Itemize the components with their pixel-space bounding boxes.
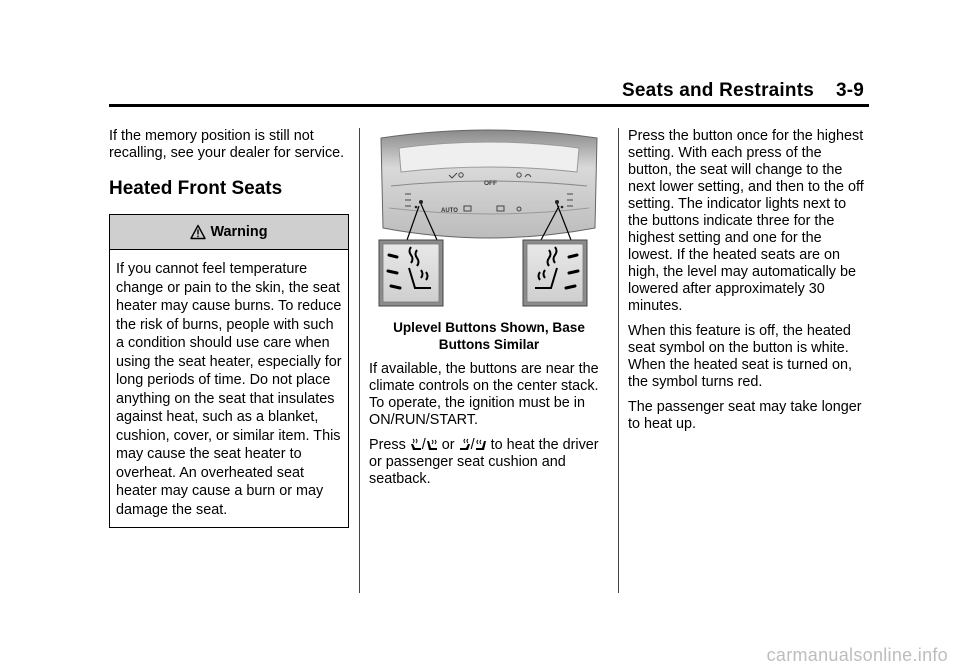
watermark: carmanualsonline.info (766, 645, 948, 665)
figure-caption: Uplevel Buttons Shown, Base Buttons Similar (393, 320, 585, 352)
panel-off-label: OFF (484, 180, 497, 187)
warning-header (110, 215, 348, 250)
panel-auto-label: AUTO (441, 208, 458, 214)
symbol-color-paragraph: When this feature is off, the heated seat symbol on the button is white. When the heated seat is turned on, the symbol turns red. (628, 323, 853, 390)
section-title: Heated Front Seats (109, 178, 283, 199)
press-rest: to heat the driver or passenger seat cushion and seatback. (369, 437, 599, 487)
intro-paragraph: If the memory position is still not recalling, see your dealer for service. (109, 128, 345, 161)
warning-heading: Warning (210, 223, 268, 240)
heated-seatback-icon (426, 438, 438, 452)
press-paragraph (369, 437, 609, 488)
column-left (109, 128, 349, 528)
warning-icon (190, 224, 206, 240)
heated-seat-cushion-icon (459, 438, 471, 452)
column-divider (618, 128, 619, 593)
heated-seatback-icon (475, 438, 487, 452)
warning-box (109, 214, 349, 528)
figure-illustration (369, 128, 609, 313)
page-number: 3-9 (835, 80, 864, 101)
press-word: Press (369, 437, 406, 453)
warning-body: If you cannot feel temperature change or pain to the skin, the seat heater may cause burns. To reduce the risk of burns, people with such a condition should use care when using the seat heater, especially for long periods of time. Do not place anything on the seat that insulates against heat, such as a blanket, cushion, cover, or similar item. This may cause the seat heater to overheat. An overheated seat heater may cause a burn or may damage the seat. (116, 261, 342, 518)
slash-1: / (421, 437, 426, 453)
passenger-button-closeup (523, 240, 587, 306)
header-rule (109, 104, 869, 107)
header-title: Seats and Restraints (622, 80, 815, 101)
heated-seat-buttons-figure (369, 128, 609, 313)
column-divider (359, 128, 360, 593)
column-right (628, 128, 868, 441)
driver-button-closeup (379, 240, 443, 306)
passenger-heat-paragraph: The passenger seat may take longer to heat up. (628, 399, 862, 432)
setting-paragraph: Press the button once for the highest setting. With each press of the button, the seat will change to the next lower setting, and then to the off setting. The indicator lights next to the buttons indicate three for the highest setting and one for the lowest. If the heated seats are on high, the level may automatically be lowered after approximately 30 minutes. (628, 128, 864, 314)
availability-paragraph: If available, the buttons are near the climate controls on the center stack. To operate, the ignition must be in ON/RUN/START. (369, 361, 599, 428)
heated-seat-cushion-icon (410, 438, 422, 452)
column-middle (369, 128, 609, 496)
page-header (622, 80, 864, 102)
or-word: or (441, 437, 455, 453)
slash-2: / (470, 437, 475, 453)
